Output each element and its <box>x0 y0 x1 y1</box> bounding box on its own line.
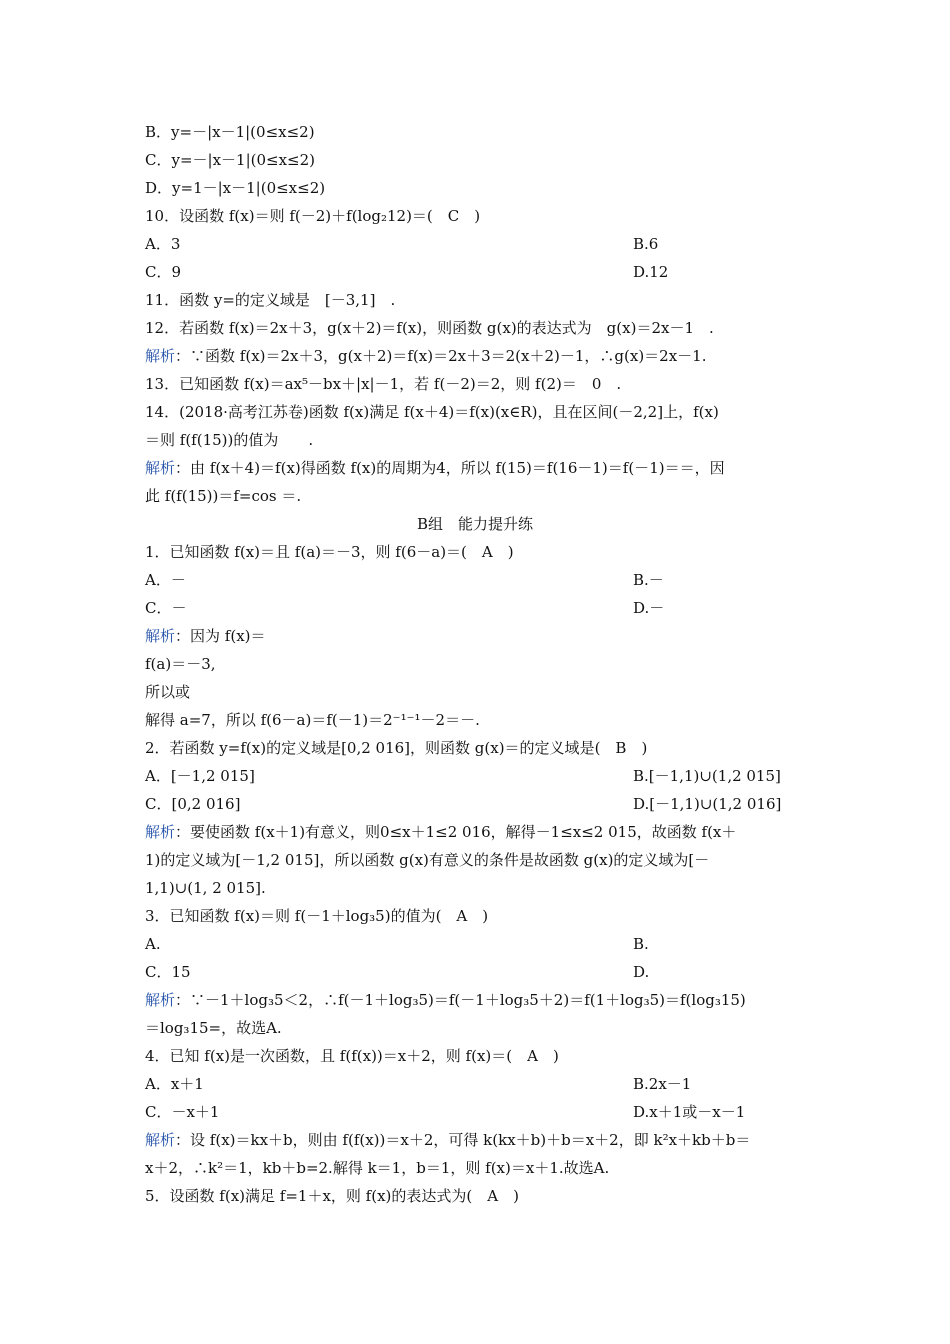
question-13: 13．已知函数 f(x)＝ax⁵－bx＋|x|－1，若 f(－2)＝2，则 f(2)＝ 0 . <box>145 375 622 393</box>
b3-option-c: C．15 <box>145 963 191 981</box>
b-question-1: 1．已知函数 f(x)＝且 f(a)＝－3，则 f(6－a)＝( A ) <box>145 543 514 561</box>
analysis-text: ：要使函数 f(x＋1)有意义，则0≤x＋1≤2 016，解得－1≤x≤2 015，故函数 f(x＋ <box>175 823 737 841</box>
analysis-text: ：设 f(x)＝kx＋b，则由 f(f(x))＝x＋2，可得 k(kx＋b)＋b＝x＋2，即 k²x＋kb＋b＝ <box>175 1131 751 1149</box>
b4-analysis-line2: x＋2，∴k²＝1，kb＋b=2.解得 k＝1，b＝1，则 f(x)＝x＋1.故选A. <box>145 1159 610 1177</box>
option-d-line: D．y=1－|x－1|(0≤x≤2) <box>145 179 326 197</box>
b4-option-c: C．－x＋1 <box>145 1103 220 1121</box>
b2-option-d: D.[－1,1)∪(1,2 016] <box>633 795 782 813</box>
option-b-line: B．y=－|x－1|(0≤x≤2) <box>145 123 315 141</box>
q10-option-a: A．3 <box>145 235 181 253</box>
b2-options-row2 <box>145 794 815 814</box>
b4-option-d: D.x＋1或－x－1 <box>633 1103 746 1121</box>
analysis-text: ：∵函数 f(x)＝2x＋3，g(x＋2)＝f(x)＝2x＋3＝2(x＋2)－1，∴g(x)＝2x－1. <box>175 347 707 365</box>
b2-analysis-line3: 1,1)∪(1, 2 015]. <box>145 879 266 897</box>
b2-analysis-line2: 1)的定义域为[－1,2 015]，所以函数 g(x)有意义的条件是故函数 g(x)的定义域为[－ <box>145 851 710 869</box>
b2-analysis-line1 <box>145 822 815 842</box>
b1-option-d: D.－ <box>633 599 665 617</box>
question-10-options-row2 <box>145 262 815 282</box>
b1-analysis-line4: 解得 a=7，所以 f(6－a)＝f(－1)＝2⁻¹⁻¹－2＝－. <box>145 711 480 729</box>
b1-analysis-line3: 所以或 <box>145 683 191 701</box>
q10-option-b: B.6 <box>633 235 659 253</box>
b1-options-row2 <box>145 598 815 618</box>
question-11: 11．函数 y=的定义域是 [－3,1] . <box>145 291 396 309</box>
analysis-label: 解析 <box>145 627 176 645</box>
q10-option-d: D.12 <box>633 263 669 281</box>
b3-option-d: D. <box>633 963 650 981</box>
b1-option-b: B.－ <box>633 571 664 589</box>
b1-option-c: C．－ <box>145 599 187 617</box>
b3-options-row2 <box>145 962 815 982</box>
question-14-line2: ＝则 f(f(15))的值为 . <box>145 431 314 449</box>
q12-analysis <box>145 346 815 366</box>
analysis-label: 解析 <box>145 1131 176 1149</box>
group-b-heading: B组 能力提升练 <box>416 515 534 533</box>
b-question-4: 4．已知 f(x)是一次函数，且 f(f(x))＝x＋2，则 f(x)＝( A ) <box>145 1047 559 1065</box>
b-question-3: 3．已知函数 f(x)＝则 f(－1＋log₃5)的值为( A ) <box>145 907 489 925</box>
b3-analysis-line1 <box>145 990 815 1010</box>
b-question-5: 5．设函数 f(x)满足 f=1＋x，则 f(x)的表达式为( A ) <box>145 1187 519 1205</box>
b1-option-a: A．－ <box>145 571 186 589</box>
analysis-text: ：因为 f(x)＝ <box>175 627 266 645</box>
option-c-line: C．y=－|x－1|(0≤x≤2) <box>145 151 316 169</box>
question-10-options-row1 <box>145 234 815 254</box>
b3-options-row1 <box>145 934 815 954</box>
analysis-label: 解析 <box>145 823 176 841</box>
q14-analysis-line2: 此 f(f(15))＝f=cos ＝. <box>145 487 302 505</box>
b2-option-c: C．[0,2 016] <box>145 795 241 813</box>
question-14-line1: 14．(2018·高考江苏卷)函数 f(x)满足 f(x＋4)＝f(x)(x∈R)，且在区间(－2,2]上，f(x) <box>145 403 719 421</box>
b1-analysis-line1 <box>145 626 815 646</box>
analysis-text: ：由 f(x＋4)＝f(x)得函数 f(x)的周期为4，所以 f(15)＝f(16－1)＝f(－1)＝＝，因 <box>175 459 725 477</box>
analysis-text: ：∵－1＋log₃5＜2，∴f(－1＋log₃5)＝f(－1＋log₃5＋2)＝f(1＋log₃5)＝f(log₃15) <box>175 991 746 1009</box>
q14-analysis-line1 <box>145 458 815 478</box>
b2-option-b: B.[－1,1)∪(1,2 015] <box>633 767 781 785</box>
b1-options-row1 <box>145 570 815 590</box>
b1-analysis-line2: f(a)＝－3, <box>145 655 216 673</box>
b3-option-a: A. <box>145 935 161 953</box>
analysis-label: 解析 <box>145 991 176 1009</box>
b2-options-row1 <box>145 766 815 786</box>
analysis-label: 解析 <box>145 459 176 477</box>
analysis-label: 解析 <box>145 347 176 365</box>
question-12: 12．若函数 f(x)＝2x＋3，g(x＋2)＝f(x)，则函数 g(x)的表达式为 g(x)＝2x－1 . <box>145 319 714 337</box>
b3-option-b: B. <box>633 935 649 953</box>
b4-options-row1 <box>145 1074 815 1094</box>
b4-option-a: A．x＋1 <box>145 1075 204 1093</box>
b3-analysis-line2: ＝log₃15=，故选A. <box>145 1019 282 1037</box>
b2-option-a: A．[－1,2 015] <box>145 767 255 785</box>
b4-options-row2 <box>145 1102 815 1122</box>
b4-analysis-line1 <box>145 1130 815 1150</box>
question-10: 10．设函数 f(x)＝则 f(－2)＋f(log₂12)＝( C ) <box>145 207 481 225</box>
b4-option-b: B.2x－1 <box>633 1075 692 1093</box>
b-question-2: 2．若函数 y=f(x)的定义域是[0,2 016]，则函数 g(x)＝的定义域是( B ) <box>145 739 648 757</box>
q10-option-c: C．9 <box>145 263 182 281</box>
